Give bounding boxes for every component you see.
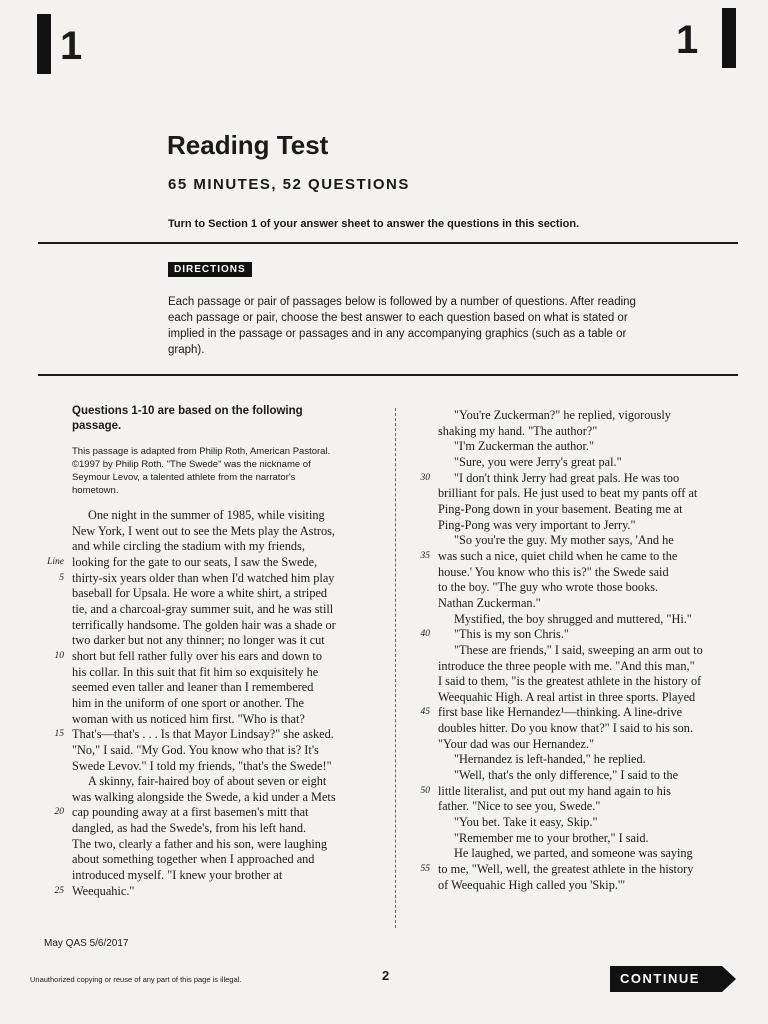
directions-label: DIRECTIONS [168, 262, 252, 277]
passage-line-text: That's—that's . . . Is that Mayor Lindsay?" she asked. [72, 727, 334, 742]
line-number: 55 [420, 864, 430, 875]
passage-line-text: his collar. In this suit that fit him so exquisitely he [72, 664, 319, 679]
passage-line [438, 799, 738, 815]
line-number: 50 [420, 785, 430, 796]
section-bar-right [722, 8, 736, 68]
passage-line [72, 774, 382, 790]
passage-line [438, 502, 738, 518]
arrow-right-icon [722, 966, 736, 992]
passage-line-text: thirty-six years older than when I'd watched him play [72, 570, 335, 585]
passage-line [420, 548, 738, 565]
passage-line [72, 852, 382, 868]
passage-line [54, 648, 382, 665]
passage-line [72, 633, 382, 649]
copyright-notice: Unauthorized copying or reuse of any part of this page is illegal. [30, 975, 242, 984]
passage-line [438, 831, 738, 847]
passage-line [72, 837, 382, 853]
continue-button[interactable] [610, 966, 736, 992]
passage-line-text: Weequahic High. A real artist in three sports. Played [438, 689, 696, 704]
passage-line-text: was such a nice, quiet child when he came to the [438, 548, 678, 563]
passage-line [72, 821, 382, 837]
directions-line: implied in the passage or passages and in any accompanying graphics (such as a table or [168, 328, 627, 340]
directions-line: graph). [168, 344, 205, 356]
passage-line [438, 486, 738, 502]
passage-line-text: He laughed, we parted, and someone was saying [454, 846, 693, 861]
passage-line-text: seemed even taller and leaner than I remembered [72, 680, 314, 695]
passage-line-text: little literalist, and put out my hand again to his [438, 783, 671, 798]
passage-line [72, 602, 382, 618]
passage-line-text: about something together when I approached and [72, 852, 315, 867]
passage-line-text: Weequahic." [72, 883, 135, 898]
line-number: 30 [420, 472, 430, 483]
line-number: 15 [54, 729, 64, 740]
directions-text [168, 294, 708, 358]
passage-line-text: Mystified, the boy shrugged and muttered, "Hi." [454, 611, 692, 626]
line-number: 20 [54, 807, 64, 818]
passage-line [438, 596, 738, 612]
passage-line-text: "Hernandez is left-handed," he replied. [454, 752, 646, 767]
passage-line [438, 768, 738, 784]
passage-line-text: "So you're the guy. My mother says, 'And he [454, 533, 674, 548]
passage-line [438, 752, 738, 768]
passage-line [438, 439, 738, 455]
passage-line-text: to the boy. "The guy who wrote those books. [438, 580, 659, 595]
line-number: 35 [420, 550, 430, 561]
passage-line-text: two darker but not any thinner; no longer was it cut [72, 633, 325, 648]
form-code: May QAS 5/6/2017 [44, 938, 129, 949]
passage-line [72, 665, 382, 681]
passage-line [438, 518, 738, 534]
passage-line [420, 783, 738, 800]
passage-line-text: "I don't think Jerry had great pals. He was too [454, 470, 680, 485]
passage-line [438, 737, 738, 753]
passage-line-text: tie, and a charcoal-gray summer suit, and he was still [72, 601, 334, 616]
passage-line-text: "Your dad was our Hernandez." [438, 736, 594, 751]
passage-line-text: and while circling the stadium with my friends, [72, 539, 305, 554]
passage-line [72, 868, 382, 884]
passage-line [72, 759, 382, 775]
passage-intro: This passage is adapted from Philip Roth, American Pastoral. ©1997 by Philip Roth. "The Swede" was the nickname of Seymour Levov, a talented athlete from the narrator's hometown. [72, 446, 331, 496]
passage-line [438, 643, 738, 659]
passage-line [72, 743, 382, 759]
passage-line [438, 565, 738, 581]
passage-line [438, 721, 738, 737]
passage-line-text: "Sure, you were Jerry's great pal." [454, 454, 622, 469]
passage-line-text: house.' You know who this is?" the Swede said [438, 564, 669, 579]
questions-heading: Questions 1-10 are based on the following passage. [72, 405, 303, 432]
passage-line [54, 883, 382, 900]
passage-line [72, 696, 382, 712]
line-number: 25 [54, 885, 64, 896]
passage-line-text: dangled, as had the Swede's, from his left hand. [72, 821, 307, 836]
passage-line-text: Ping-Pong was very important to Jerry." [438, 517, 636, 532]
passage-line-text: to me, "Well, well, the greatest athlete in the history [438, 862, 694, 877]
passage-line [59, 570, 382, 587]
passage-line [438, 878, 738, 894]
line-number: Line [47, 556, 64, 567]
passage-line [420, 862, 738, 878]
page-number: 2 [382, 968, 390, 983]
line-number: 45 [420, 707, 430, 718]
passage-line [438, 815, 738, 831]
passage-line-text: Ping-Pong down in your basement. Beating me at [438, 501, 683, 516]
bottom-divider [38, 374, 738, 376]
passage-line [72, 524, 382, 540]
directions-line: Each passage or pair of passages below is followed by a number of questions. After reading [168, 296, 636, 308]
passage-line [72, 586, 382, 602]
passage-line [438, 690, 738, 706]
section-instruction: Turn to Section 1 of your answer sheet to answer the questions in this section. [168, 218, 580, 230]
passage-line-text: "This is my son Chris." [454, 627, 569, 642]
passage-line [72, 790, 382, 806]
passage-line-text: was walking alongside the Swede, a kid under a Mets [72, 789, 336, 804]
passage-line-text: New York, I went out to see the Mets play the Astros, [72, 523, 335, 538]
test-title: Reading Test [167, 130, 329, 160]
test-subtitle: 65 MINUTES, 52 QUESTIONS [168, 176, 410, 193]
passage-line [72, 680, 382, 696]
line-number: 10 [54, 650, 64, 661]
passage-right-column [420, 408, 738, 893]
passage-line-text: short but fell rather fully over his ears and down to [72, 648, 322, 663]
passage-line-text: I said to them, "is the greatest athlete in the history of [438, 674, 702, 689]
passage-line-text: him in the uniform of one sport or another. The [72, 695, 305, 710]
passage-line [54, 805, 382, 821]
passage-line [438, 580, 738, 596]
passage-line-text: cap pounding away at a first basemen's mitt that [72, 805, 309, 820]
passage-line [72, 618, 382, 634]
section-number-left: 1 [60, 24, 83, 68]
passage-line [72, 539, 382, 555]
passage-line [72, 712, 382, 728]
passage-line-text: first base like Hernandez¹—thinking. A line-drive [438, 705, 683, 720]
passage-line [438, 659, 738, 675]
passage-line [438, 455, 738, 471]
passage-line [420, 470, 738, 487]
directions-line: each passage or pair, choose the best answer to each question based on what is stated or [168, 312, 628, 324]
passage-line-text: "No," I said. "My God. You know who that is? It's [72, 742, 319, 757]
passage-line-text: baseball for Upsala. He wore a white shirt, a striped [72, 586, 328, 601]
passage-line-text: woman with us noticed him first. "Who is that? [72, 711, 305, 726]
passage-line-text: One night in the summer of 1985, while visiting [88, 508, 325, 522]
top-divider [38, 242, 738, 244]
passage-line [438, 424, 738, 440]
passage-line [438, 674, 738, 690]
passage-line [438, 408, 738, 424]
continue-label: CONTINUE [610, 966, 722, 992]
passage-line-text: introduced myself. "I knew your brother at [72, 868, 283, 883]
passage-line-text: "You bet. Take it easy, Skip." [454, 815, 598, 830]
passage-line [438, 533, 738, 549]
passage-left-column [47, 508, 382, 899]
passage-line [420, 627, 738, 643]
passage-line-text: "Well, that's the only difference," I said to the [454, 768, 679, 783]
passage-line [54, 727, 382, 743]
passage-line-text: terrifically handsome. The golden hair was a shade or [72, 617, 336, 632]
passage-line [47, 554, 382, 571]
section-bar-left [37, 14, 51, 74]
passage-line-text: father. "Nice to see you, Swede." [438, 799, 601, 814]
passage-line-text: The two, clearly a father and his son, were laughing [72, 836, 328, 851]
passage-line-text: "I'm Zuckerman the author." [454, 439, 594, 454]
passage-line-text: "You're Zuckerman?" he replied, vigorously [454, 408, 671, 422]
passage-line-text: brilliant for pals. He just used to beat my pants off at [438, 486, 698, 501]
passage-line-text: looking for the gate to our seats, I saw the Swede, [72, 554, 318, 569]
passage-line-text: Swede Levov." I told my friends, "that's the Swede!" [72, 758, 332, 773]
passage-line [438, 612, 738, 628]
passage-line [438, 846, 738, 862]
passage-line-text: shaking my hand. "The author?" [438, 423, 598, 438]
passage-line-text: of Weequahic High called you 'Skip.'" [438, 877, 626, 892]
line-number: 5 [59, 572, 64, 583]
section-number-right: 1 [676, 18, 699, 62]
line-number: 40 [420, 629, 430, 640]
passage-line-text: doubles hitter. Do you know that?" I said to his son. [438, 721, 694, 736]
passage-line [72, 508, 382, 524]
passage-line-text: "Remember me to your brother," I said. [454, 830, 649, 845]
passage-line-text: "These are friends," I said, sweeping an arm out to [454, 642, 703, 657]
passage-line-text: Nathan Zuckerman." [438, 595, 541, 610]
passage-line-text: A skinny, fair-haired boy of about seven or eight [88, 774, 327, 789]
passage-line [420, 705, 738, 721]
passage-line-text: introduce the three people with me. "And this man," [438, 658, 695, 673]
